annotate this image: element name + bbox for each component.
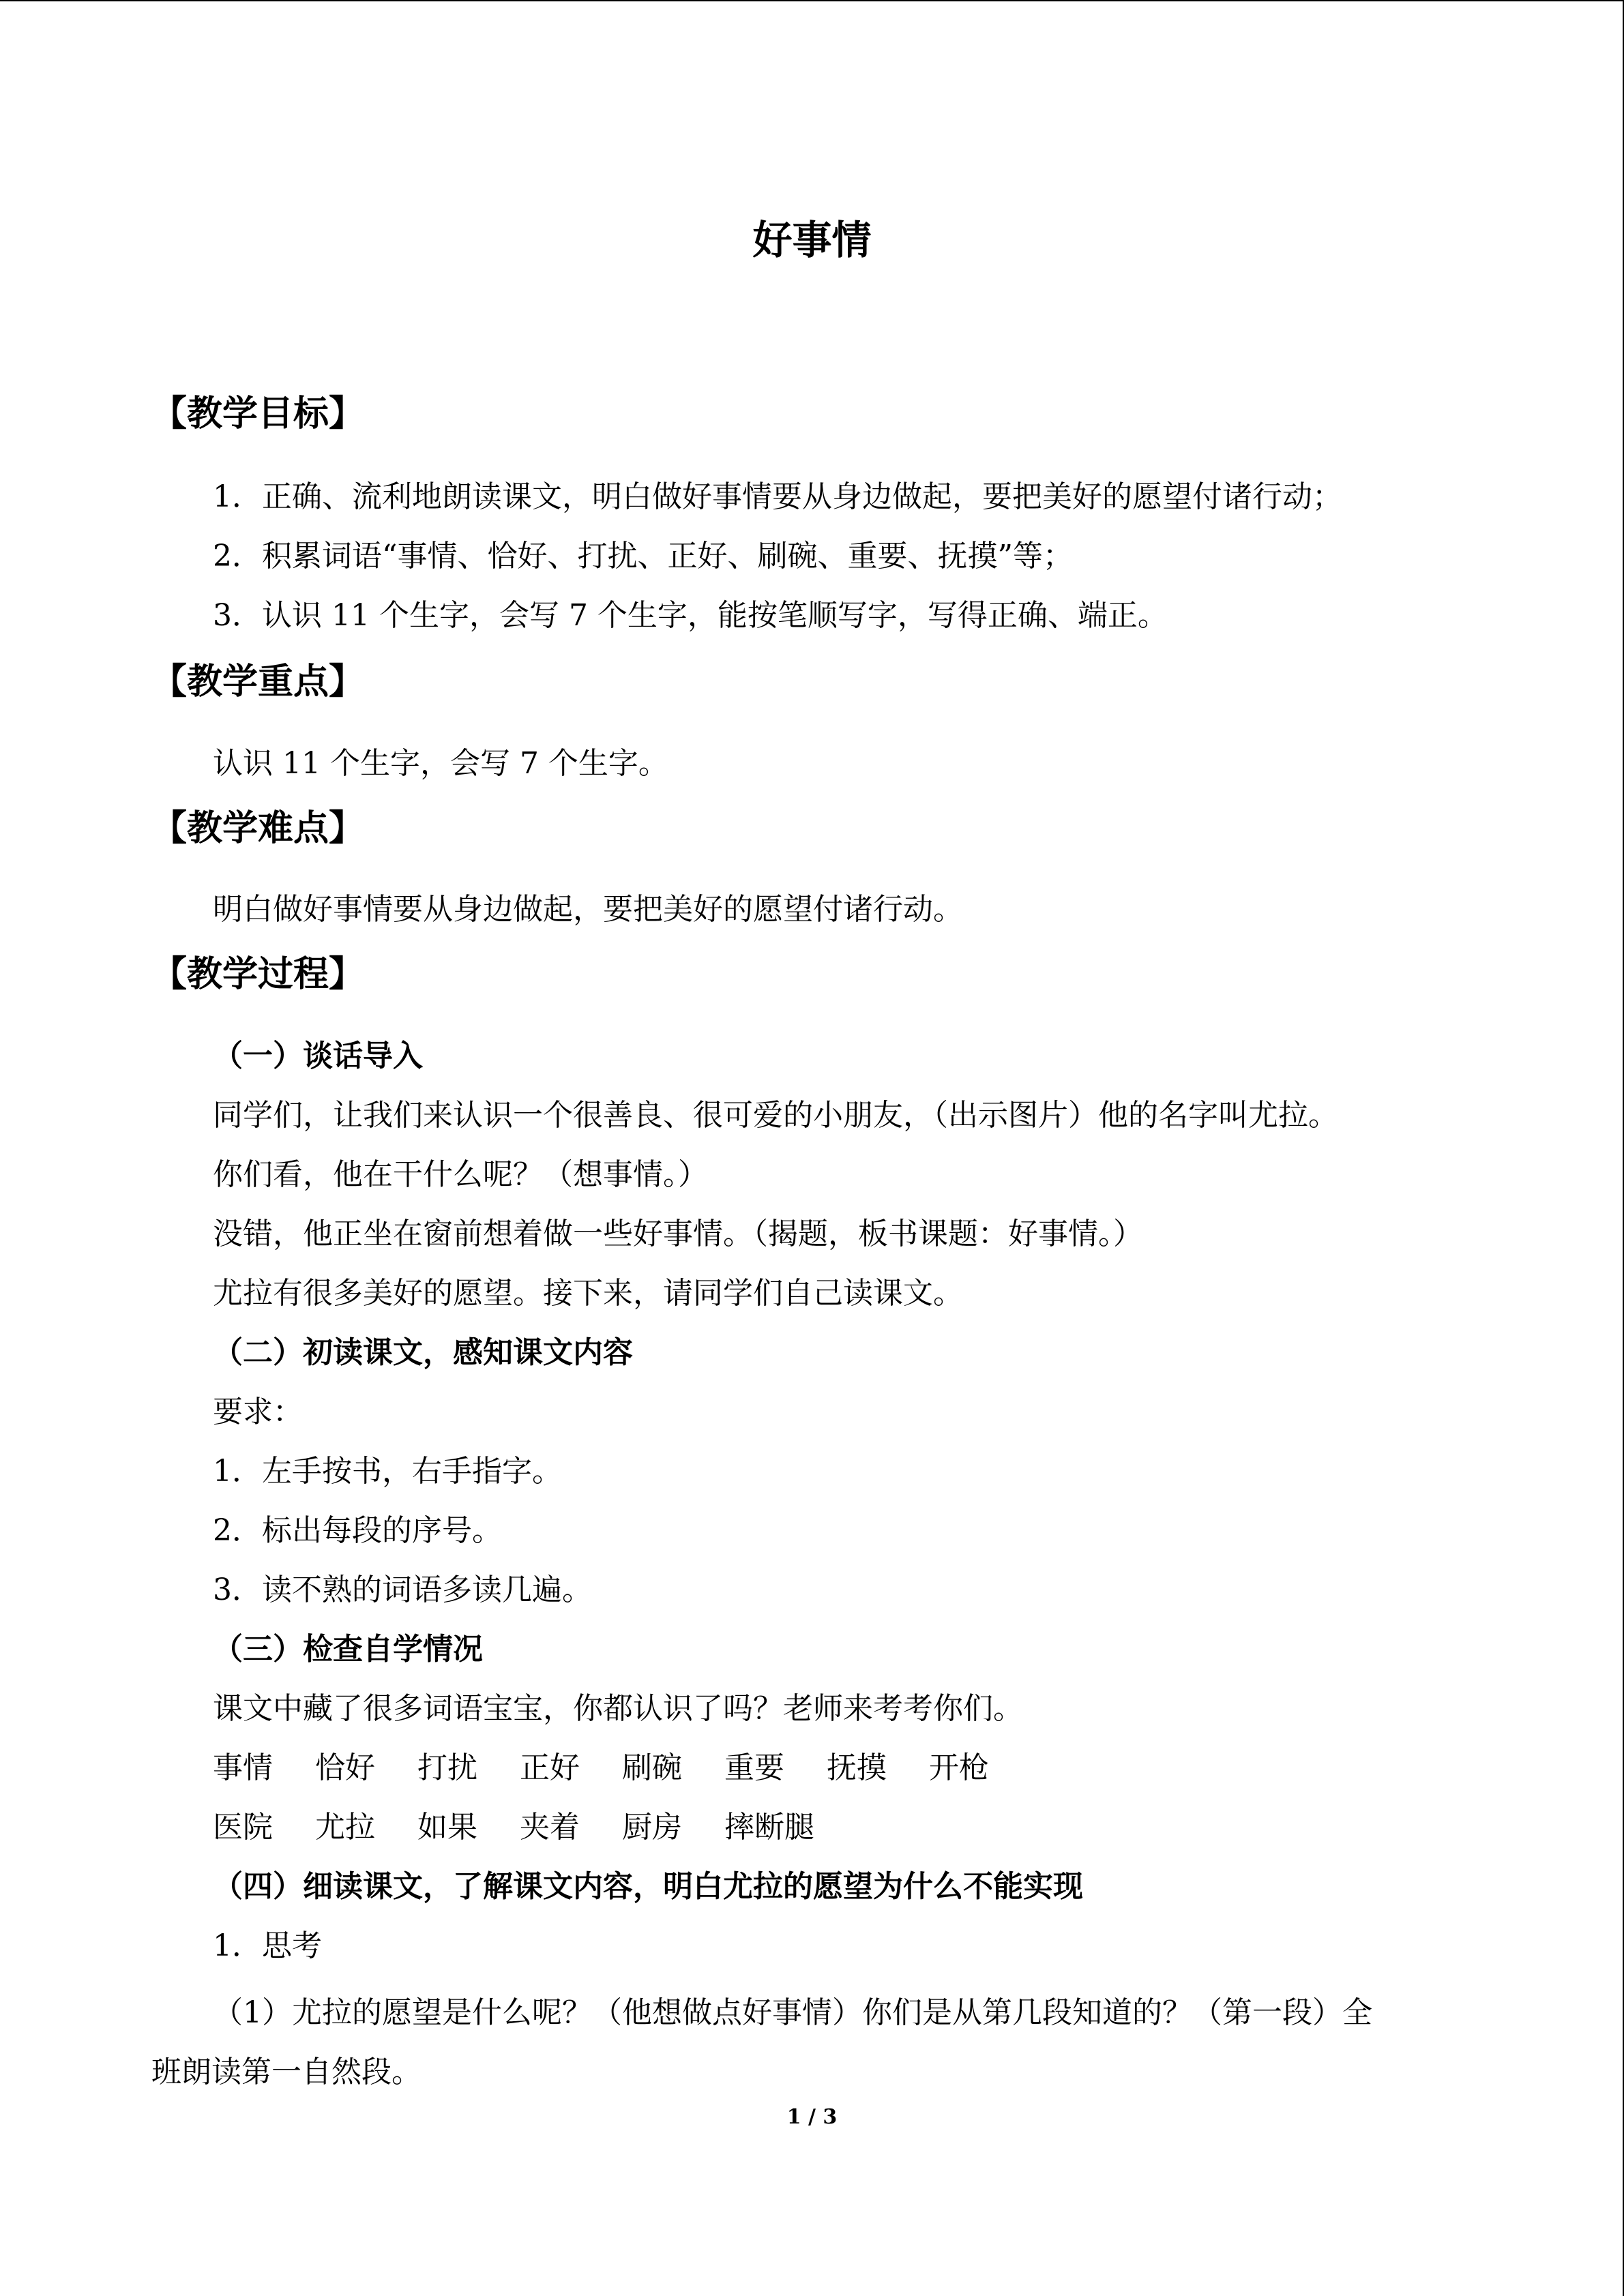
heading-teaching-goals: 【教学目标】	[151, 393, 365, 434]
vocab-word: 医院	[213, 1810, 273, 1845]
part2-line-3: 2．标出每段的序号。	[213, 1513, 502, 1548]
goal-item-2: 2．积累词语“事情、恰好、打扰、正好、刷碗、重要、抚摸”等；	[213, 539, 1073, 573]
vocab-word: 夹着	[520, 1810, 580, 1845]
vocab-word: 打扰	[417, 1750, 477, 1785]
goal-item-1: 1．正确、流利地朗读课文，明白做好事情要从身边做起，要把美好的愿望付诸行动；	[213, 479, 1342, 514]
part2-line-4: 3．读不熟的词语多读几遍。	[213, 1572, 592, 1607]
vocab-word: 开枪	[929, 1750, 989, 1785]
vocab-word: 摔断腿	[724, 1810, 814, 1845]
part4-title: （四）细读课文，了解课文内容，明白尤拉的愿望为什么不能实现	[213, 1869, 1083, 1904]
part4-question-1-line-2: 班朗读第一自然段。	[151, 2055, 422, 2089]
part1-line-3: 没错，他正坐在窗前想着做一些好事情。（揭题，板书课题：好事情。）	[213, 1217, 1143, 1251]
goal-item-3: 3．认识 11 个生字，会写 7 个生字，能按笔顺写字，写得正确、端正。	[213, 598, 1168, 633]
part1-title: （一）谈话导入	[213, 1039, 423, 1073]
vocab-word: 正好	[520, 1750, 580, 1785]
heading-key-points: 【教学重点】	[151, 661, 365, 702]
vocab-word: 事情	[213, 1750, 273, 1785]
part2-title: （二）初读课文，感知课文内容	[213, 1335, 633, 1370]
part3-title: （三）检查自学情况	[213, 1632, 483, 1667]
vocab-word: 重要	[724, 1750, 784, 1785]
vocab-word: 抚摸	[827, 1750, 887, 1785]
page-title: 好事情	[752, 217, 872, 263]
vocab-word: 厨房	[622, 1810, 682, 1845]
key-points-text: 认识 11 个生字，会写 7 个生字。	[213, 746, 668, 781]
vocab-word: 如果	[417, 1810, 477, 1845]
part4-question-1-line-1: （1）尤拉的愿望是什么呢？（他想做点好事情）你们是从第几段知道的？（第一段）全	[213, 1995, 1372, 2030]
heading-difficulties: 【教学难点】	[151, 808, 365, 849]
difficulties-text: 明白做好事情要从身边做起，要把美好的愿望付诸行动。	[213, 892, 963, 927]
part4-think: 1．思考	[213, 1928, 322, 1963]
part1-line-4: 尤拉有很多美好的愿望。接下来，请同学们自己读课文。	[213, 1276, 963, 1311]
part2-line-2: 1．左手按书，右手指字。	[213, 1454, 562, 1489]
heading-teaching-process: 【教学过程】	[151, 954, 365, 995]
vocab-row-1	[213, 1748, 1022, 1789]
vocab-word: 刷碗	[622, 1750, 682, 1785]
vocab-word: 恰好	[315, 1750, 375, 1785]
page-number: 1 / 3	[786, 2105, 838, 2129]
vocab-row-2	[213, 1807, 847, 1848]
part3-intro: 课文中藏了很多词语宝宝，你都认识了吗？老师来考考你们。	[213, 1691, 1023, 1726]
part2-line-1: 要求：	[213, 1395, 303, 1429]
vocab-word: 尤拉	[315, 1810, 375, 1845]
part1-line-2: 你们看，他在干什么呢？（想事情。）	[213, 1157, 708, 1192]
part1-line-1: 同学们，让我们来认识一个很善良、很可爱的小朋友，（出示图片）他的名字叫尤拉。	[213, 1098, 1338, 1133]
